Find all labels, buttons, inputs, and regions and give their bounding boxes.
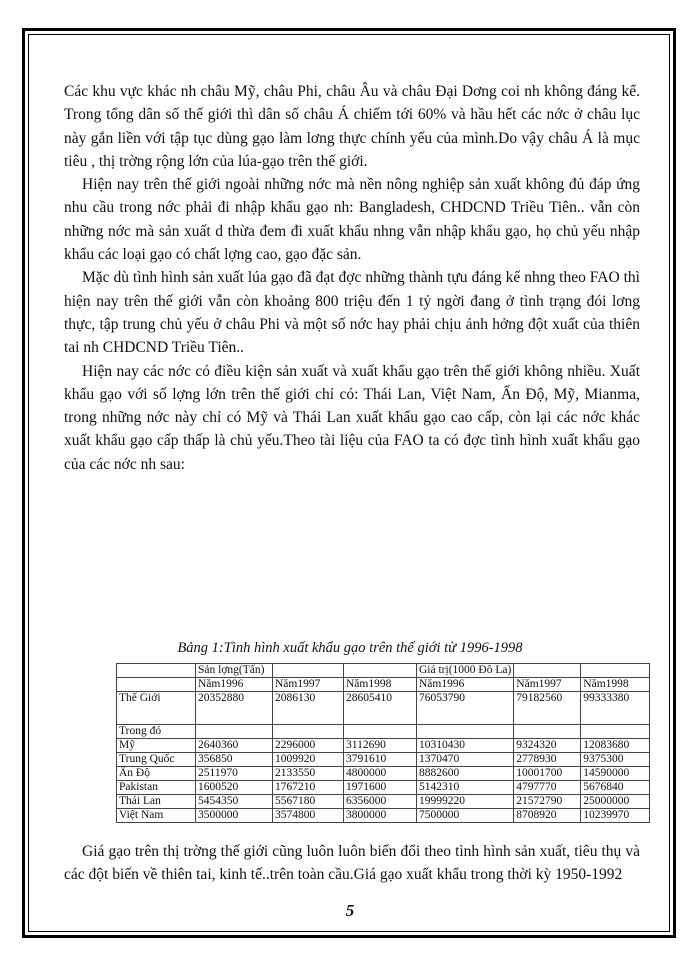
- year-header: Năm1998: [581, 678, 650, 692]
- table-cell: 21572790: [514, 795, 581, 809]
- table-caption: Bảng 1:Tình hình xuất khẩu gạo trên thế giới từ 1996-1998: [177, 640, 523, 656]
- table-cell: 6356000: [344, 795, 417, 809]
- table-cell: 7500000: [417, 809, 514, 823]
- table-cell: 5567180: [273, 795, 344, 809]
- table-cell: 99333380: [581, 692, 650, 725]
- table-row: [117, 795, 650, 809]
- table-cell: 76053790: [417, 692, 514, 725]
- table-cell: [581, 664, 650, 678]
- table-cell: 3800000: [344, 809, 417, 823]
- row-label: Mỹ: [117, 739, 196, 753]
- table-cell: 12083680: [581, 739, 650, 753]
- table-cell: 1600520: [196, 781, 273, 795]
- table-row-subheading: [117, 725, 650, 739]
- table-row: [117, 753, 650, 767]
- table-cell: 3574800: [273, 809, 344, 823]
- table-cell: 79182560: [514, 692, 581, 725]
- output-group-header: Sản lợng(Tấn): [196, 664, 273, 678]
- table-cell: 5454350: [196, 795, 273, 809]
- body-text-top: [64, 80, 640, 476]
- table-row: [117, 809, 650, 823]
- table-cell: 5142310: [417, 781, 514, 795]
- table-cell: 5676840: [581, 781, 650, 795]
- paragraph-5: Giá gạo trên thị trờng thế giới cũng luôn luôn biến đổi theo tình hình sản xuất, tiêu thụ và các đột biến về thiên tai, kinh tế..trên toàn cầu.Giá gạo xuất khẩu trong thời kỳ 1950-1992: [64, 843, 640, 884]
- table-cell: 14590000: [581, 767, 650, 781]
- year-header: Năm1996: [417, 678, 514, 692]
- row-label: Thế Giới: [117, 692, 196, 725]
- year-header: Năm1996: [196, 678, 273, 692]
- table-cell: 8708920: [514, 809, 581, 823]
- row-label: Ấn Độ: [117, 767, 196, 781]
- body-text-bottom: [64, 840, 640, 887]
- table-row: [117, 767, 650, 781]
- table-cell: 10001700: [514, 767, 581, 781]
- table-cell: 2778930: [514, 753, 581, 767]
- table-cell: [196, 725, 273, 739]
- table-cell: 1009920: [273, 753, 344, 767]
- table-cell: 4797770: [514, 781, 581, 795]
- table-cell: 2640360: [196, 739, 273, 753]
- row-label: Việt Nam: [117, 809, 196, 823]
- table-cell: 1971600: [344, 781, 417, 795]
- value-group-header: Giá trị(1000 Đô La): [417, 664, 514, 678]
- table-cell: 1370470: [417, 753, 514, 767]
- table-cell: 28605410: [344, 692, 417, 725]
- table-cell: [344, 725, 417, 739]
- table-row-world: [117, 692, 650, 725]
- row-label: Trung Quốc: [117, 753, 196, 767]
- table-cell: 2296000: [273, 739, 344, 753]
- table-cell: 356850: [196, 753, 273, 767]
- table-cell: 3791610: [344, 753, 417, 767]
- table-cell: 8882600: [417, 767, 514, 781]
- paragraph-2: Hiện nay trên thế giới ngoài những nớc mà nền nông nghiệp sản xuất không đủ đáp ứng nhu cầu trong nớc phải đi nhập khẩu gạo nh: Bangladesh, CHDCND Triều Tiên.. vẫn còn những nớc mà sản xuất d thừa đem đi xuất khẩu nhng vẫn nhập khẩu gạo, họ chủ yếu nhập khẩu các loại gạo có chất lợng cao, gạo đặc sản.: [64, 176, 640, 264]
- table-group-header-row: [117, 664, 650, 678]
- table-cell: [344, 664, 417, 678]
- year-header: Năm1998: [344, 678, 417, 692]
- paragraph-3: Mặc dù tình hình sản xuất lúa gạo đã đạt đợc những thành tựu đáng kể nhng theo FAO thì hiện nay trên thế giới vẫn còn khoảng 800 triệu đến 1 tỷ ngời đang ở tình trạng đói lơng thực, tập trung chủ yếu ở châu Phi và một số nớc hay phải chịu ảnh hởng đột xuất của thiên tai nh CHDCND Triều Tiên..: [64, 269, 640, 357]
- paragraph-1: Các khu vực khác nh châu Mỹ, châu Phi, châu Âu và châu Đại Dơng coi nh không đáng kể. Trong tổng dân số thế giới thì dân số châu Á chiếm tới 60% và hầu hết các nớc ở châu lục này gắn liền với tập tục dùng gạo làm lơng thực chính yếu của mình.Do vậy châu Á là mục tiêu , thị trờng rộng lớn của lúa-gạo trên thế giới.: [64, 83, 640, 170]
- table-cell: [581, 725, 650, 739]
- table-cell: [117, 678, 196, 692]
- page-number: 5: [345, 901, 355, 920]
- table-cell: [514, 725, 581, 739]
- table-cell: 2133550: [273, 767, 344, 781]
- table-row: [117, 739, 650, 753]
- row-label: Thái Lan: [117, 795, 196, 809]
- table-cell: 25000000: [581, 795, 650, 809]
- table-cell: 4800000: [344, 767, 417, 781]
- table-cell: [273, 664, 344, 678]
- table-cell: 9375300: [581, 753, 650, 767]
- table-cell: 1767210: [273, 781, 344, 795]
- table-cell: 2511970: [196, 767, 273, 781]
- year-header: Năm1997: [514, 678, 581, 692]
- row-label: Trong đó: [117, 725, 196, 739]
- table-cell: 9324320: [514, 739, 581, 753]
- table-cell: 10239970: [581, 809, 650, 823]
- table-cell: 3112690: [344, 739, 417, 753]
- table-cell: 10310430: [417, 739, 514, 753]
- rice-export-table: [116, 663, 650, 823]
- row-label: Pakistan: [117, 781, 196, 795]
- table-cell: [273, 725, 344, 739]
- paragraph-4: Hiện nay các nớc có điều kiện sản xuất và xuất khẩu gạo trên thế giới không nhiều. Xuất khẩu gạo với số lợng lớn trên thế giới chỉ có: Thái Lan, Việt Nam, Ấn Độ, Mỹ, Mianma, trong những nớc này chỉ có Mỹ và Thái Lan xuất khẩu gạo cao cấp, còn lại các nớc khác xuất khẩu gạo cấp thấp là chủ yếu.Theo tài liệu của FAO ta có đợc tình hình xuất khẩu gạo của các nớc nh sau:: [64, 362, 640, 473]
- table-cell: 20352880: [196, 692, 273, 725]
- table-row: [117, 781, 650, 795]
- year-header: Năm1997: [273, 678, 344, 692]
- table-cell: 19999220: [417, 795, 514, 809]
- table-corner-cell: [117, 664, 196, 678]
- table-cell: 3500000: [196, 809, 273, 823]
- table-year-header-row: [117, 678, 650, 692]
- table-cell: 2086130: [273, 692, 344, 725]
- table-cell: [417, 725, 514, 739]
- table-cell: [514, 664, 581, 678]
